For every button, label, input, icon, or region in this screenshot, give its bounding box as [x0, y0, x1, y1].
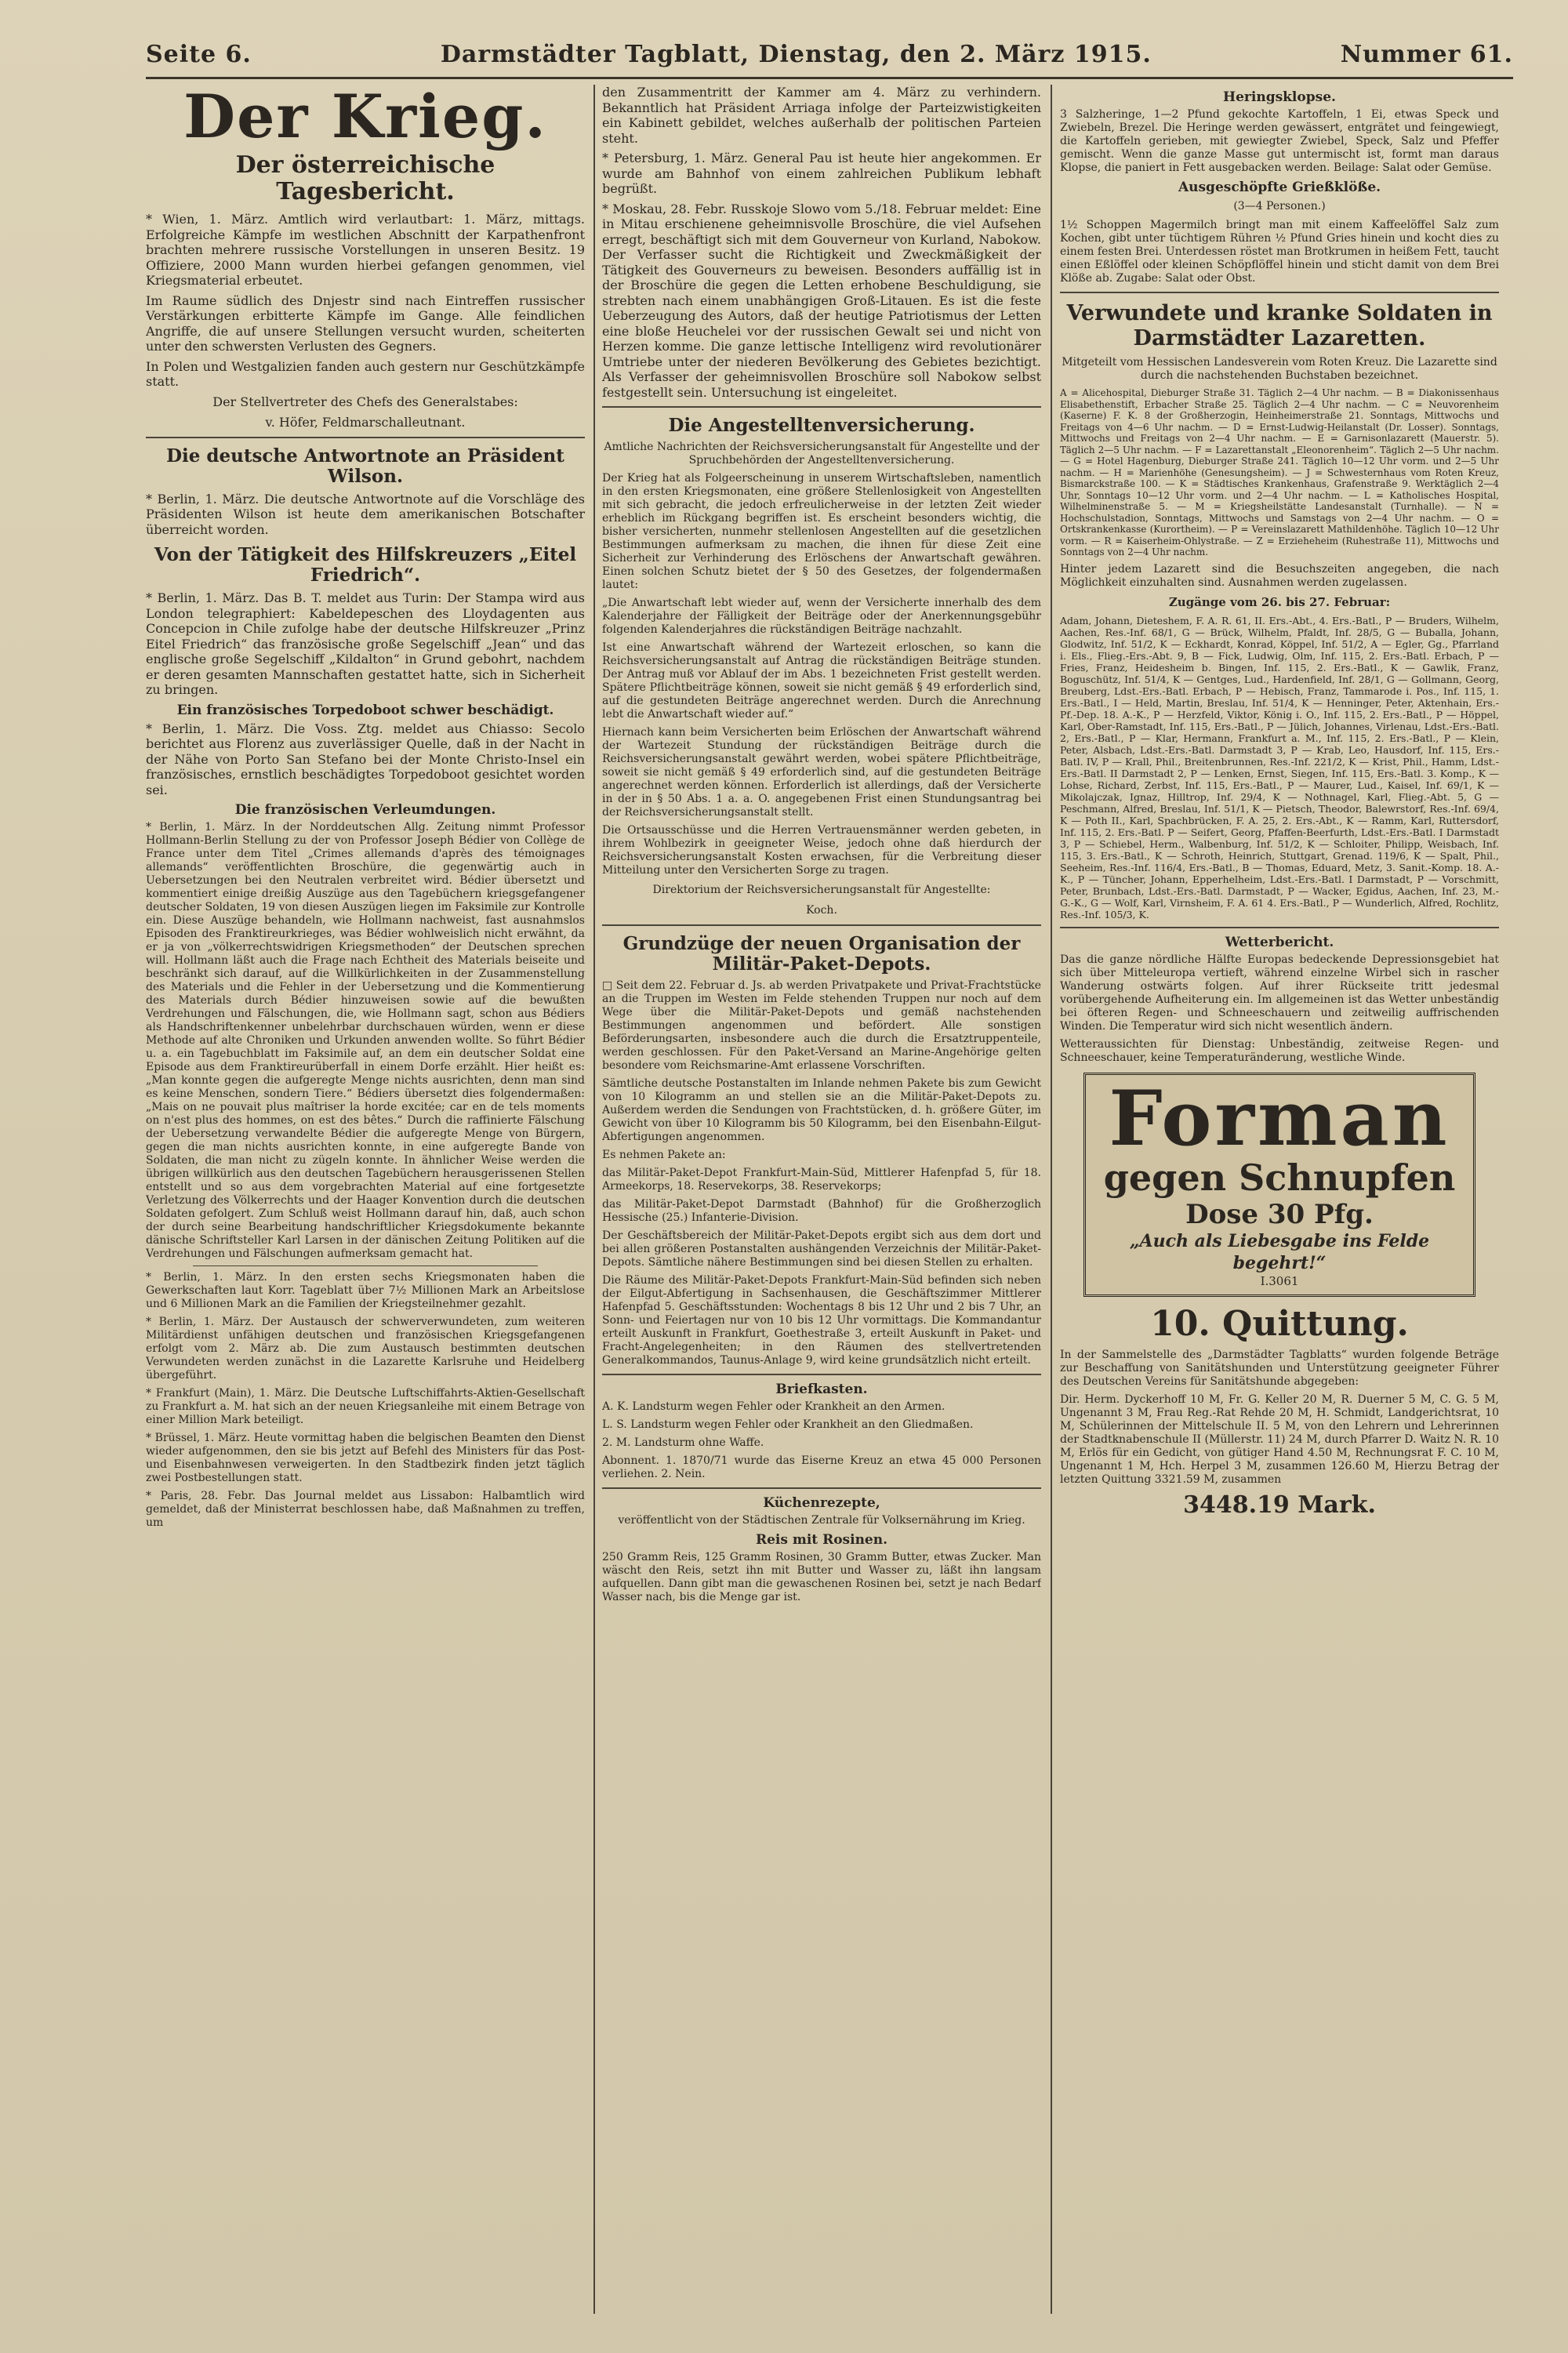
ad-price: Dose 30 Pfg. [1185, 1198, 1374, 1230]
article-paragraph: Im Raume südlich des Dnjestr sind nach Eintreffen russischer Verstärkungen erbitterte Kämpfe im Gange. Alle feindlichen Angriffe, die auf unsere Stellungen versucht wurden, scheiterten unter den schwersten Verlusten des Gegners. [146, 292, 585, 354]
column-divider [593, 85, 595, 2314]
article-paragraph: Sämtliche deutsche Postanstalten im Inlande nehmen Pakete bis zum Gewicht von 10 Kilogramm an und stellen sie an die Militär-Paket-Depots zu. Außerdem werden die Sendungen von Frachtstücken, d. h. größere Güter, im Gewicht von über 10 Kilogramm bis 50 Kilogramm, bei den Eisenbahn-Eilgut-Abfertigungen angenommen. [602, 1077, 1041, 1143]
advertisement-forman [1083, 1073, 1475, 1297]
running-header [146, 41, 1513, 72]
article-paragraph: Hinter jedem Lazarett sind die Besuchszeiten angegeben, die nach Möglichkeit einzuhalten sind. Ausnahmen werden zugelassen. [1060, 562, 1499, 589]
article-title: Ein französisches Torpedoboot schwer beschädigt. [176, 702, 554, 718]
article-paragraph: * Wien, 1. März. Amtlich wird verlautbart: 1. März, mittags. Erfolgreiche Kämpfe im westlichen Abschnitt der Karpathenfront brachten mehrere russische Vorstellungen in unseren Besitz. 19 Offiziere, 2000 Mann wurden hierbei gefangen genommen, viel Kriegsmaterial erbeutet. [146, 212, 585, 288]
article-paragraph: * Berlin, 1. März. Die Voss. Ztg. meldet aus Chiasso: Secolo berichtet aus Florenz aus zuverlässiger Quelle, daß in der Nacht in der Nähe von Porto San Stefano bei der Monte Christo-Insel ein französisches, ernstlich beschädigtes Torpedoboot gesichtet worden sei. [146, 721, 585, 797]
article-paragraph: In Polen und Westgalizien fanden auch gestern nur Geschützkämpfe statt. [146, 358, 585, 389]
article-paragraph: das Militär-Paket-Depot Frankfurt-Main-Süd, Mittlerer Hafenpfad 5, für 18. Armeekorps, 18. Reservekorps, 38. Reservekorps; [602, 1167, 1041, 1193]
signature: v. Höfer, Feldmarschalleutnant. [265, 414, 466, 430]
column-1 [146, 85, 585, 2314]
article-paragraph: Dir. Herm. Dyckerhoff 10 M, Fr. G. Keller 20 M, R. Duerner 5 M, C. G. 5 M, Ungenannt 3 M, Frau Reg.-Rat Rehde 20 M, H. Schmidt, Landgerichtsrat, 10 M, Schülerinnen der Mittelschule II. 5 M, von den Lehrern und Lehrerinnen der Stadtknabenschule II (Müllerstr. 11) 24 M, durch Pfarrer D. Waitz N. R. 10 M, Erlös für ein Gedicht, von gütiger Hand 4.50 M, Rechnungsrat F. C. 10 M, Ungenannt 1 M, Hch. Herpel 3 M, zusammen 126.60 M, Hierzu Betrag der letzten Quittung 3321.59 M, zusammen [1060, 1393, 1499, 1486]
receipt-total: 3448.19 Mark. [1183, 1491, 1376, 1519]
hospital-list: A = Alicehospital, Dieburger Straße 31. Täglich 2—4 Uhr nachm. — B = Diakonissenhaus Elisabethenstift, Erbacher Straße 25. Täglich 2—4 Uhr nachm. — C = Neuvorenheim (Kaserne) F. K. 8 der Großherzogin, Heinheimerstraße 21. Sonntags, Mittwochs und Freitags von 4—6 Uhr nachm. — D = Ernst-Ludwig-Heilanstalt (Dr. Losser). Sonntags, Mittwochs und Freitags von 2—4 Uhr nachm. — E = Garnisonlazarett (Mauerstr. 5). Täglich 2—5 Uhr nachm. — F = Lazarettanstalt „Eleonorenheim“. Täglich 2—5 Uhr nachm. — G = Hotel Hagenburg, Dieburger Straße 241. Täglich 10—12 Uhr vorm. und 2—5 Uhr nachm. — H = Marienhöhe (Genesungsheim). — J = Schwesternhaus vom Roten Kreuz, Bismarckstraße 100. — K = Städtisches Krankenhaus, Grafenstraße 9. Werktäglich 2—4 Uhr, Sonntags 10—12 Uhr vorm. und 2—4 Uhr nachm. — L = Katholisches Hospital, Wilhelminenstraße 5. — M = Kriegsheilstätte Landesanstalt (Turnhalle). — N = Hochschulstadion, Sonntags, Mittwochs und Samstags von 2—4 Uhr nachm. — O = Ortskrankenkasse (Kurortheim). — P = Vereinslazarett Mathildenhöhe. Täglich 10—12 Uhr vorm. — R = Kaiserheim-Ohlystraße. — Z = Erzieheheim (Ruhestraße 11), Mittwochs und Sonntags von 2—4 Uhr nachm. [1060, 387, 1499, 557]
news-item: * Frankfurt (Main), 1. März. Die Deutsche Luftschiffahrts-Aktien-Gesellschaft zu Frankfurt a. M. hat sich an der neuen Kriegsanleihe mit einem Betrage von einer Million Mark beteiligt. [146, 1387, 585, 1426]
divider [146, 437, 585, 438]
ad-tagline: gegen Schnupfen [1103, 1156, 1456, 1199]
news-item: * Brüssel, 1. März. Heute vormittag haben die belgischen Beamten den Dienst wieder aufgenommen, den sie bis jetzt auf Befehl des Ministers für das Post- und Eisenbahnwesen verweigerten. In den Stadtbezirk finden jetzt täglich zwei Postbestellungen statt. [146, 1432, 585, 1484]
article-paragraph: Der Geschäftsbereich der Militär-Paket-Depots ergibt sich aus dem dort und bei allen größeren Postanstalten aushängenden Verzeichnis der Militär-Paket-Depots. Sämtliche nähere Bestimmungen sind bei diesen Stellen zu erhalten. [602, 1229, 1041, 1269]
signature: Der Stellvertreter des Chefs des Generalstabes: [212, 394, 518, 409]
section-masthead: Der Krieg. [183, 85, 547, 151]
article-paragraph: Hiernach kann beim Versicherten beim Erlöschen der Anwartschaft während der Wartezeit Stundung der rückständigen Beiträge durch die Reichsversicherungsanstalt gewährt werden, wobei spätere Pflichtbeiträge, soweit sie nicht gemäß § 49 erforderlich sind, auf die gestundeten Beiträge angerechnet werden können. Erforderlich ist allerdings, daß der Versicherte in der in § 50 Abs. 1 a. a. O. angegebenen Frist einen Stundungsantrag bei der Reichsversicherungsanstalt stellt. [602, 726, 1041, 819]
article-paragraph: das Militär-Paket-Depot Darmstadt (Bahnhof) für die Großherzoglich Hessische (25.) Infanterie-Division. [602, 1198, 1041, 1224]
article-paragraph: * Moskau, 28. Febr. Russkoje Slowo vom 5./18. Februar meldet: Eine in Mitau erschienene geheimnisvolle Broschüre, die viel Aufsehen erregt, beschäftigt sich mit dem Gouverneur von Kurland, Nabokow. Der Verfasser sucht die Richtigkeit und Zweckmäßigkeit der Tätigkeit des Gouverneurs zu beweisen. Besonders auffällig ist in der Broschüre die gegen die Letten erhobene Beschuldigung, sie strebten nach einem unabhängigen Groß-Litauen. Es ist die feste Ueberzeugung des Autors, daß der heutige Patriotismus der Letten eine bloße Heuchelei vor der russischen Gewalt sei und nicht von Herzen komme. Die ganze lettische Intelligenz wird revolutionärer Umtriebe unter der niederen Bevölkerung des Gebietes bezichtigt. Als Verfasser der geheimnisvollen Broschüre soll Nabokow selbst festgestellt sein. Untersuchung ist eingeleitet. [602, 201, 1041, 400]
receipt-title: 10. Quittung. [1150, 1303, 1409, 1344]
ad-code: I.3061 [1260, 1273, 1299, 1288]
article-title: Von der Tätigkeit des Hilfskreuzers „Eitel Friedrich“. [154, 544, 577, 586]
arrivals-list: Adam, Johann, Dieteshem, F. A. R. 61, II. Ers.-Abt., 4. Ers.-Batl., P — Bruders, Wilhelm, Aachen, Res.-Inf. 68/1, G — Brück, Wilhelm, Pfaldt, Inf. 28/5, G — Buballa, Johann, Glodwitz, Inf. 51/2, K — Eckhardt, Konrad, Köppel, Inf. 51/2, A — Egler, Gg., Pfarrland i. Els., Flieg.-Ers.-Abt. 9, B — Fick, Ludwig, Olm, Inf. 115, 2. Ers.-Batl. Erbach, P — Fries, Franz, Heidesheim b. Bingen, Inf. 115, 2. Ers.-Batl., K — Gawlik, Franz, Boguschütz, Inf. 51/4, K — Gentges, Lud., Hardenfield, Inf. 28/1, G — Gollmann, Georg, Breuberg, Ldst.-Ers.-Batl. Erbach, P — Hebisch, Franz, Tammarode i. Pos., Inf. 115, 1. Ers.-Batl., I — Held, Martin, Breslau, Inf. 51/4, K — Henninger, Peter, Aktenhain, Ers.-Pf.-Dep. 18. A.-K., P — Herzfeld, Viktor, König i. O., Inf. 115, 2. Ers.-Batl., P — Höppel, Karl, Ober-Ramstadt, Inf. 115, Ers.-Batl., P — Jülich, Johannes, Virlenau, Ldst.-Ers.-Batl. 2, Ers.-Batl., P — Klar, Hermann, Frankfurt a. M., Inf. 115, 2. Ers.-Batl., P — Klein, Peter, Alsbach, Ldst.-Ers.-Batl. Darmstadt 3, P — Krab, Leo, Hausdorf, Inf. 115, Ers.-Batl. IV, P — Krall, Phil., Breitenbrunnen, Res.-Inf. 221/2, K — Krist, Phil., Hamm, Ldst.-Ers.-Batl. II Darmstadt 2, P — Lenken, Ernst, Siegen, Inf. 115, Ers.-Batl. 3. Komp., K — Lohse, Richard, Zerbst, Inf. 115, Ers.-Batl., P — Maurer, Lud., Kaisel, Inf. 69/1, K — Mikolajczak, Ignaz, Hilltrop, Inf. 29/4, K — Nothnagel, Karl, Flieg.-Abt. 5, G — Peschmann, Alfred, Breslau, Inf. 51/1, K — Pietsch, Theodor, Balewrstorf, Res.-Inf. 69/4, K — Poth II., Karl, Spachbrücken, F. A. 25, 2. Ers.-Abt., K — Ramm, Karl, Ruttersdorf, Inf. 115, 2. Ers.-Batl. P — Seifert, Georg, Pfaffen-Beerfurth, Ldst.-Ers.-Batl. I Darmstadt 3, P — Schiebel, Herm., Walbenburg, Inf. 51/2, K — Schloiter, Philipp, Weisbach, Inf. 115, 3. Ers.-Batl., K — Schroth, Heinrich, Stuttgart, Grenad. 119/6, K — Spalt, Phil., Seeheim, Res.-Inf. 116/4, Ers.-Batl., B — Thomas, Eduard, Metz, 3. Sanit.-Komp. 18. A.-K., P — Tüncher, Johann, Epperhelheim, Ldst.-Ers.-Batl. I Darmstadt, P — Vorschmitt, Peter, Brunbach, Ldst.-Ers.-Batl. Darmstadt, P — Wacker, Egidus, Aachen, Inf. 23, M.-G.-K., G — Wolf, Karl, Virnsheim, F. A. 61 4. Ers.-Batl., P — Wunderlich, Alfred, Rochlitz, Res.-Inf. 105/3, K. [1060, 614, 1499, 921]
article-paragraph: Die Ortsausschüsse und die Herren Vertrauensmänner werden gebeten, in ihrem Wohlbezirk in geeigneter Weise, jedoch ohne daß hierdurch der Reichsversicherungsanstalt Kosten erwachsen, für die Verbreitung dieser Mitteilung unter den Versicherten Sorge zu tragen. [602, 824, 1041, 877]
news-item: * Berlin, 1. März. Der Austausch der schwerverwundeten, zum weiteren Militärdienst unfähigen deutschen und französischen Kriegsgefangenen erfolgt vom 2. März ab. Die zum Austausch bestimmten deutschen Verwundeten werden zunächst in die Lazarette Karlsruhe und Heidelberg übergeführt. [146, 1316, 585, 1382]
signature: Koch. [806, 904, 837, 917]
article-paragraph: 3 Salzheringe, 1—2 Pfund gekochte Kartoffeln, 1 Ei, etwas Speck und Zwiebeln, Brezel. Die Heringe werden gewässert, entgrätet und feingewiegt, die Kartoffeln gerieben, mit gewiegter Zwiebel, Speck, Salz und Pfeffer gemischt. Wenn die ganze Masse gut untermischt ist, formt man daraus Klopse, die paniert in Fett ausgebacken werden. Beilage: Salat oder Gemüse. [1060, 108, 1499, 174]
ad-brand: Forman [1109, 1073, 1450, 1163]
page-number: Seite 6. [146, 41, 252, 68]
article-paragraph: Der Krieg hat als Folgeerscheinung in unserem Wirtschaftsleben, namentlich in den ersten Kriegsmonaten, eine größere Stellenlosigkeit von Angestellten mit sich gebracht, die jedoch erfreulicherweise in der letzten Zeit wieder erheblich im Rückgang begriffen ist. Es erscheint besonders wichtig, die bisher versicherten, nunmehr stellenlosen Angestellten auf die gesetzlichen Bestimmungen aufmerksam zu machen, die ihnen für diese Zeit eine Sicherheit zur Verhinderung des Erlöschens der Anwartschaft gewähren. Einen solchen Schutz bietet der § 50 des Gesetzes, der folgendermaßen lautet: [602, 472, 1041, 591]
column-3 [1060, 85, 1499, 2314]
letter-answer: L. S. Landsturm wegen Fehler oder Krankheit an den Gliedmaßen. [602, 1418, 974, 1431]
article-paragraph: * Berlin, 1. März. In der Norddeutschen Allg. Zeitung nimmt Professor Hollmann-Berlin Stellung zu der von Professor Joseph Bédier von Collège de France unter dem Titel „Crimes allemands d'après des témoignages allemands“ veröffentlichten Broschüre, die gegenwärtig auch in Uebersetzungen bei den Neutralen verbreitet wird. Bédier übersetzt und kommentiert einige dreißig Auszüge aus den Tagebüchern kriegsgefangener deutscher Soldaten, 19 von diesen Auszügen liegen im Faksimile zur Kontrolle ein. Diese Auszüge behandeln, wie Hollmann nachweist, fast ausnahmslos Episoden des Franktireurkrieges, was Bédier wohlweislich nicht erwähnt, da er ja von „völkerrechtswidrigen Kriegsmethoden“ der Deutschen sprechen will. Hollmann läßt auch die Frage nach Echtheit des Materials beiseite und beschränkt sich darauf, auf die Willkürlichkeiten in der Zusammenstellung des Materials und die Fehler in der Uebersetzung und die Kommentierung des Materials durch Bédier hinzuweisen sowie auf die bewußten Verdrehungen und Fälschungen, die, wie Hollmann sagt, schon aus Bédiers als Handschriftenkenner unbelehrbar durchschauen würden, wenn er diese Methode auf alte Chroniken und Urkunden anwenden wollte. So führt Bédier u. a. ein Tagebuchblatt im Faksimile auf, an dem ein deutscher Soldat eine Episode aus dem Franktireurüberfall in einem Dorfe erzählt. Hier heißt es: „Man konnte gegen die aufgeregte Menge nichts ausrichten, denn man sind es keine Menschen, sondern Tiere.“ Bédiers übersetzt dies folgendermaßen: „Mais on ne pouvait plus maîtriser la horde excitée; car en de tels moments on n'est plus des hommes, on est des bêtes.“ Durch die raffinierte Fälschung der Uebersetzung verwandelte Bédier die aufgeregte Menge von Bürgern, gegen die man nichts ausrichten konnte, in eine aufgeregte Bande von Soldaten, die man nicht zu zügeln konnte. In ähnlicher Weise werden die übrigen willkürlich aus den deutschen Tagebüchern herausgerissenen Stellen entstellt und so aus dem vorgebrachten Material auf eine fortgesetzte Verletzung des Völkerrechts und der Haager Konvention durch die deutschen Soldaten gefolgert. Zum Schluß weist Hollmann darauf hin, daß, auch schon der durch seine Bearbeitung handschriftlicher Kriegsdokumente bekannte dänische Schriftsteller Karl Larsen in der dänischen Zeitung Politiken auf die Verdrehungen und Fälschungen aufmerksam gemacht hat. [146, 821, 585, 1260]
article-paragraph: * Berlin, 1. März. Das B. T. meldet aus Turin: Der Stampa wird aus London telegraphiert: Kabeldepeschen des Lloydagenten aus Concepcion in Chile zufolge habe der deutsche Hilfskreuzer „Prinz Eitel Friedrich“ das französische große Segelschiff „Jean“ und das englische große Segelschiff „Kildalton“ in Grund gebohrt, nachdem er deren gesamten Mannschaften gestattet hatte, sich in Sicherheit zu bringen. [146, 590, 585, 697]
article-paragraph: * Berlin, 1. März. Die deutsche Antwortnote auf die Vorschläge des Präsidenten Wilson ist heute dem amerikanischen Botschafter überreicht worden. [146, 491, 585, 537]
divider [602, 1487, 1041, 1489]
article-subtitle: Mitgeteilt vom Hessischen Landesverein vom Roten Kreuz. Die Lazarette sind durch die nachstehenden Buchstaben bezeichnet. [1062, 356, 1497, 382]
article-paragraph: * Petersburg, 1. März. General Pau ist heute hier angekommen. Er wurde am Bahnhof von einem zahlreichen Publikum lebhaft begrüßt. [602, 151, 1041, 196]
article-paragraph: Die Räume des Militär-Paket-Depots Frankfurt-Main-Süd befinden sich neben der Eilgut-Abfertigung in Sachsenhausen, die Geschäftszimmer Mittlerer Hafenpfad 5. Geschäftsstunden: Wochentags 8 bis 12 Uhr und 2 bis 7 Uhr, an Sonn- und Feiertagen nur von 10 bis 12 Uhr vormittags. Die Kommandantur erteilt Auskunft in Frankfurt, Goethestraße 3, erteilt Auskunft in Paket- und Fracht-Angelegenheiten; in den Räumen des stellvertretenden Generalkommandos, Taunus-Anlage 9, wird keine grundsätzlich nicht erteilt. [602, 1274, 1041, 1367]
article-paragraph: □ Seit dem 22. Februar d. Js. ab werden Privatpakete und Privat-Frachtstücke an die Truppen im Westen im Felde stehenden Truppen nur noch auf dem Wege über die Militär-Paket-Depots und gemäß nachstehenden Bestimmungen angenommen und befördert. Alle sonstigen Beförderungsarten, insbesondere auch die durch die Ersatztruppenteile, werden geschlossen. Für den Paket-Versand an Marine-Angehörige gelten besondere vom Reichsmarine-Amt erlassene Vorschriften. [602, 979, 1041, 1072]
letter-answer: A. K. Landsturm wegen Fehler oder Krankheit an den Armen. [602, 1400, 946, 1413]
ad-motto: „Auch als Liebesgabe ins Felde begehrt!“ [1129, 1230, 1430, 1273]
divider [602, 924, 1041, 926]
divider [1060, 292, 1499, 293]
article-paragraph: 250 Gramm Reis, 125 Gramm Rosinen, 30 Gramm Butter, etwas Zucker. Man wäscht den Reis, setzt ihn mit Butter und Wasser zu, läßt ihn langsam aufquellen. Dann gibt man die gewaschenen Rosinen bei, setzt je nach Bedarf Wasser nach, bis die Menge gar ist. [602, 1551, 1041, 1603]
article-title: Der österreichische Tagesbericht. [235, 151, 495, 205]
article-title: Die Angestelltenversicherung. [668, 415, 975, 436]
article-subtitle: veröffentlicht von der Städtischen Zentrale für Volksernährung im Krieg. [618, 1514, 1025, 1527]
article-paragraph: In der Sammelstelle des „Darmstädter Tagblatts“ wurden folgende Beträge zur Beschaffung von Sanitätshunden und Unterstützung geeigneter Führer des Deutschen Vereins für Sanitätshunde abgegeben: [1060, 1348, 1499, 1388]
article-title: Küchenrezepte, [763, 1495, 880, 1511]
article-paragraph: 1½ Schoppen Magermilch bringt man mit einem Kaffeelöffel Salz zum Kochen, gibt unter tüchtigem Rühren ½ Pfund Gries hinein und kocht dies zu einem festen Brei. Unterdessen röstet man Brotkrumen in heißem Fett, taucht einen Eßlöffel oder kleinen Schöpflöffel hinein und sticht damit von dem Brei Klöße ab. Zugabe: Salat oder Obst. [1060, 219, 1499, 285]
divider [602, 406, 1041, 408]
article-paragraph: Ist eine Anwartschaft während der Wartezeit erloschen, so kann die Reichsversicherungsanstalt auf Antrag die rückständigen Beiträge stunden. Der Antrag muß vor Ablauf der im Abs. 1 bezeichneten Frist gestellt werden. Spätere Pflichtbeiträge können, soweit sie nicht gemäß § 49 erforderlich sind, auf die gestundeten Beiträge angerechnet werden. Durch die Anrechnung lebt die Anwartschaft wieder auf.“ [602, 641, 1041, 721]
letter-answer: 2. M. Landsturm ohne Waffe. [602, 1436, 764, 1449]
signature: Direktorium der Reichsversicherungsanstalt für Angestellte: [652, 884, 991, 896]
article-paragraph: Wetteraussichten für Dienstag: Unbeständig, zeitweise Regen- und Schneeschauer, keine Temperaturänderung, westliche Winde. [1060, 1037, 1499, 1064]
article-paragraph: den Zusammentritt der Kammer am 4. März zu verhindern. Bekanntlich hat Präsident Arriaga infolge der Parteizwistigkeiten ein Kabinett gebildet, welches außerhalb der politischen Parteien steht. [602, 85, 1041, 146]
newspaper-title: Darmstädter Tagblatt, Dienstag, den 2. März 1915. [440, 41, 1152, 68]
article-title: Wetterbericht. [1225, 934, 1334, 950]
column-2 [602, 85, 1041, 2314]
column-divider [1051, 85, 1052, 2314]
article-subtitle: Amtliche Nachrichten der Reichsversicherungsanstalt für Angestellte und der Spruchbehörden der Angestelltenversicherung. [604, 441, 1040, 467]
recipe-title: Ausgeschöpfte Grießklöße. [1178, 180, 1381, 195]
article-paragraph: Das die ganze nördliche Hälfte Europas bedeckende Depressionsgebiet hat sich über Mitteleuropa vertieft, während einzelne Wirbel sich in rascher Wanderung ostwärts folgen. Auf ihrer Rückseite tritt jedesmal vorübergehende Aufheiterung ein. Im allgemeinen ist das Wetter unbeständig bei öfteren Regen- und Schneeschauern und zeitweilig auffrischenden Winden. Die Temperatur wird sich nicht wesentlich ändern. [1060, 953, 1499, 1033]
article-title: Die deutsche Antwortnote an Präsident Wilson. [166, 445, 564, 487]
article-title: Verwundete und kranke Soldaten in Darmstädter Lazaretten. [1066, 301, 1493, 350]
article-title: Briefkasten. [775, 1382, 868, 1397]
news-item: * Paris, 28. Febr. Das Journal meldet aus Lissabon: Halbamtlich wird gemeldet, daß der Ministerrat beschlossen habe, daß Maßnahmen zu treffen, um [146, 1490, 585, 1529]
article-paragraph: Es nehmen Pakete an: [602, 1149, 726, 1161]
divider [193, 1265, 538, 1266]
recipe-subtitle: (3—4 Personen.) [1233, 200, 1326, 212]
arrivals-heading: Zugänge vom 26. bis 27. Februar: [1168, 594, 1391, 609]
divider [1060, 927, 1499, 928]
divider [602, 1374, 1041, 1375]
issue-number: Nummer 61. [1340, 41, 1513, 68]
header-rule [146, 77, 1513, 79]
recipe-title: Reis mit Rosinen. [755, 1532, 888, 1548]
article-title: Grundzüge der neuen Organisation der Militär-Paket-Depots. [622, 933, 1021, 975]
letter-answer: Abonnent. 1. 1870/71 wurde das Eiserne Kreuz an etwa 45 000 Personen verliehen. 2. Nein. [602, 1454, 1041, 1480]
recipe-title: Heringsklopse. [1223, 89, 1336, 105]
article-paragraph: „Die Anwartschaft lebt wieder auf, wenn der Versicherte innerhalb des dem Kalenderjahre der Fälligkeit der Beiträge oder der Anerkennungsgebühr folgenden Kalenderjahres die rückständigen Beiträge nachzahlt. [602, 597, 1041, 636]
article-title: Die französischen Verleumdungen. [234, 802, 496, 818]
news-item: * Berlin, 1. März. In den ersten sechs Kriegsmonaten haben die Gewerkschaften laut Korr. Tageblatt über 7½ Millionen Mark an Arbeitslose und 6 Millionen Mark an die Familien der Kriegsteilnehmer gezahlt. [146, 1271, 585, 1310]
